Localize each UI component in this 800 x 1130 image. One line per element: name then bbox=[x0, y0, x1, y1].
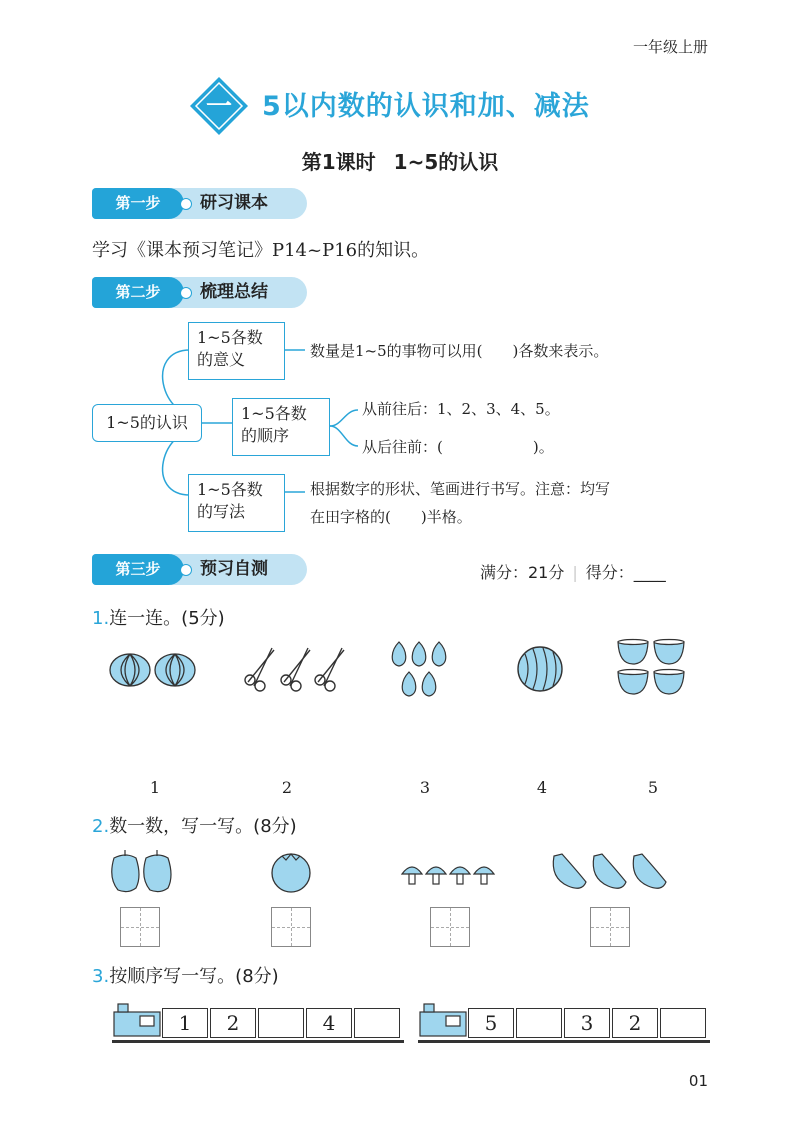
bowl-icon bbox=[615, 638, 689, 700]
q1-number: 1. bbox=[92, 608, 110, 629]
lesson-topic: 1~5的认识 bbox=[393, 150, 499, 174]
q2-answer-box-1[interactable] bbox=[120, 907, 160, 947]
train-1-car-5[interactable] bbox=[354, 1008, 400, 1038]
train-2-car-2[interactable] bbox=[516, 1008, 562, 1038]
score-line: 满分：21分 | 得分：____ bbox=[480, 563, 666, 582]
train-2 bbox=[418, 1002, 710, 1046]
order-line-2: 的顺序 bbox=[241, 426, 290, 445]
mindmap-root: 1~5的认识 bbox=[92, 404, 202, 442]
mindmap-meaning-box bbox=[188, 322, 285, 380]
eggplant-icon bbox=[548, 848, 676, 894]
step-3-header bbox=[92, 554, 307, 585]
train-2-car-4: 2 bbox=[612, 1008, 658, 1038]
tomato-icon bbox=[266, 846, 316, 894]
q2-number: 2. bbox=[92, 816, 110, 837]
q2-text: 数一数，写一写。(8分) bbox=[109, 816, 297, 837]
q3-text: 按顺序写一写。(8分) bbox=[109, 966, 279, 987]
order-line-1: 1~5各数 bbox=[241, 404, 307, 423]
unit-title: 5以内数的认识和加、减法 bbox=[262, 91, 590, 122]
train-1-car-3[interactable] bbox=[258, 1008, 304, 1038]
step-2-name: 梳理总结 bbox=[200, 282, 268, 302]
meaning-line-2: 的意义 bbox=[197, 350, 246, 369]
got-score: 得分：____ bbox=[585, 563, 666, 582]
train-1 bbox=[112, 1002, 404, 1046]
train-2-car-5[interactable] bbox=[660, 1008, 706, 1038]
order-backward: 从后往前：( )。 bbox=[362, 438, 554, 456]
q1-title bbox=[92, 604, 225, 630]
q3-number: 3. bbox=[92, 966, 110, 987]
writing-text-1: 根据数字的形状、笔画进行书写。注意：均写 bbox=[310, 480, 611, 498]
unit-badge-text: 一 bbox=[205, 92, 233, 122]
page-number: 01 bbox=[688, 1072, 708, 1090]
q2-title bbox=[92, 812, 297, 838]
q2-answer-box-2[interactable] bbox=[271, 907, 311, 947]
step-3-tag: 第三步 bbox=[92, 554, 184, 585]
train-2-car-3: 3 bbox=[564, 1008, 610, 1038]
q3-title bbox=[92, 962, 279, 988]
pumpkin-icon bbox=[108, 648, 200, 688]
q1-number-1: 1 bbox=[149, 778, 161, 797]
mindmap-writing-box bbox=[188, 474, 285, 532]
watermelon-icon bbox=[515, 644, 565, 694]
train-1-car-1: 1 bbox=[162, 1008, 208, 1038]
pear-icon bbox=[385, 638, 465, 702]
q1-number-2: 2 bbox=[281, 778, 293, 797]
study-note: 学习《课本预习笔记》P14~P16的知识。 bbox=[92, 240, 430, 261]
q1-text: 连一连。(5分) bbox=[109, 608, 225, 629]
q2-answer-box-3[interactable] bbox=[430, 907, 470, 947]
step-1-tag: 第一步 bbox=[92, 188, 184, 219]
step-1-name: 研习课本 bbox=[200, 193, 268, 213]
q2-answer-box-4[interactable] bbox=[590, 907, 630, 947]
lesson-number: 第1课时 bbox=[301, 150, 376, 174]
q1-number-3: 3 bbox=[419, 778, 431, 797]
q1-number-5: 5 bbox=[647, 778, 659, 797]
meaning-line-1: 1~5各数 bbox=[197, 328, 263, 347]
scissors-icon bbox=[240, 644, 348, 692]
train-2-car-1: 5 bbox=[468, 1008, 514, 1038]
meaning-text: 数量是1~5的事物可以用( )各数来表示。 bbox=[310, 342, 609, 360]
train-1-car-2: 2 bbox=[210, 1008, 256, 1038]
pepper-icon bbox=[108, 848, 178, 894]
full-score: 满分：21分 bbox=[480, 563, 565, 582]
train-1-car-4: 4 bbox=[306, 1008, 352, 1038]
order-forward: 从前往后：1、2、3、4、5。 bbox=[362, 400, 560, 418]
writing-text-2: 在田字格的( )半格。 bbox=[310, 508, 472, 526]
step-2-tag: 第二步 bbox=[92, 277, 184, 308]
grade-label: 一年级上册 bbox=[632, 38, 708, 56]
writing-line-1: 1~5各数 bbox=[197, 480, 263, 499]
mushroom-icon bbox=[400, 860, 500, 890]
step-3-name: 预习自测 bbox=[200, 559, 268, 579]
q1-number-4: 4 bbox=[536, 778, 548, 797]
writing-line-2: 的写法 bbox=[197, 502, 246, 521]
mindmap-order-box bbox=[232, 398, 330, 456]
